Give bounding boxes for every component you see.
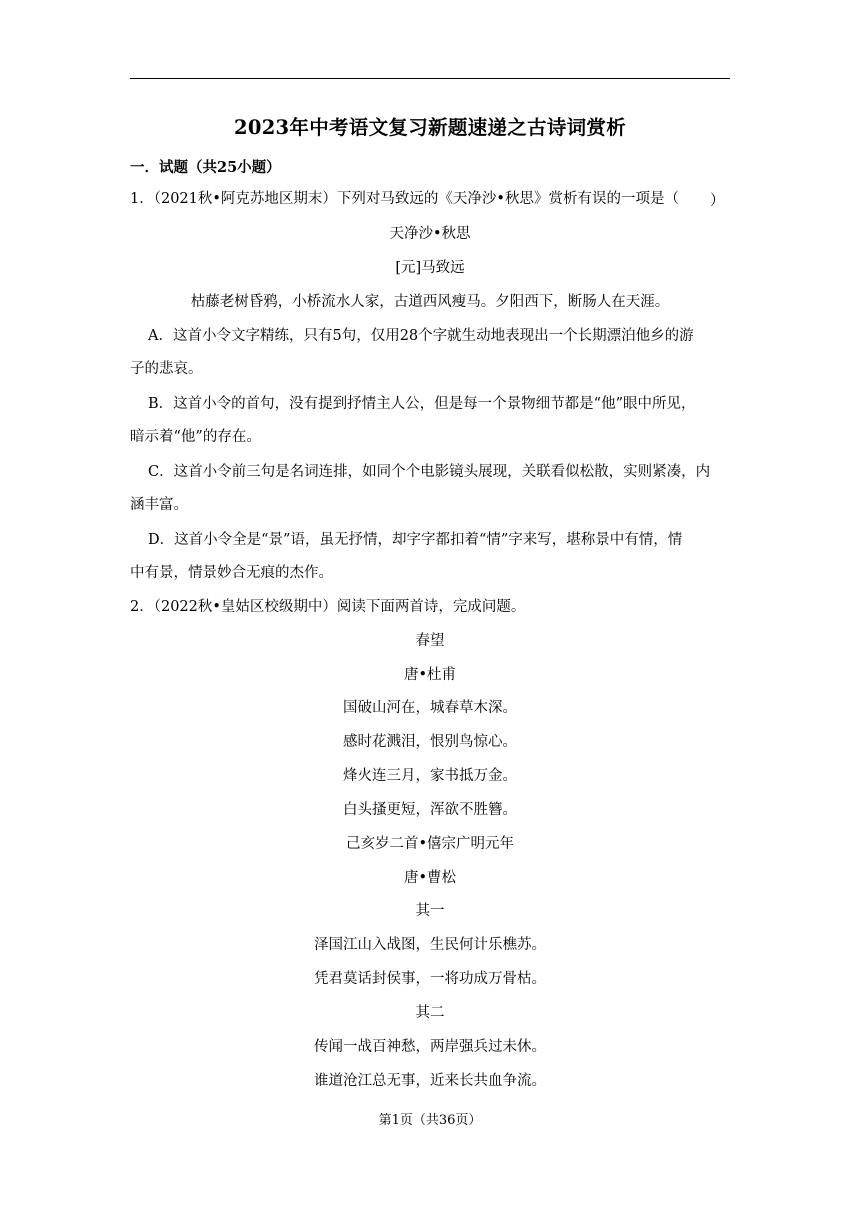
q1-option-b: B．这首小令的首句，没有提到抒情主人公，但是每一个景物细节都是“他”眼中所见， (148, 396, 696, 412)
q2-stem: 2．（2022秋•皇姑区校级期中）阅读下面两首诗，完成问题。 (130, 599, 526, 615)
q2-poem2-line: 凭君莫话封侯事，一将功成万骨枯。 (314, 971, 546, 987)
q2-poem2-part2-heading: 其二 (415, 1005, 445, 1021)
q1-poem-title: 天净沙•秋思 (389, 226, 471, 242)
section-heading: 一．试题（共25小题） (130, 159, 281, 176)
q1-option-c: C．这首小令前三句是名词连排，如同个个电影镜头展现，关联看似松散，实则紧凑，内 (148, 464, 711, 480)
q2-poem2-author: 唐•曹松 (403, 870, 457, 886)
q1-stem: 1．（2021秋•阿克苏地区期末）下列对马致远的《天净沙•秋思》赏析有误的一项是（ (130, 191, 679, 207)
q1-option-b-cont: 暗示着“他”的存在。 (130, 429, 261, 445)
q1-poem-author: [元]马致远 (395, 260, 465, 276)
q2-poem1-line: 国破山河在，城春草木深。 (343, 700, 517, 716)
document-title: 2023年中考语文复习新题速递之古诗词赏析 (233, 116, 627, 139)
q2-poem2-title: 己亥岁二首•僖宗广明元年 (345, 836, 515, 852)
q2-poem1-title: 春望 (415, 633, 445, 649)
q1-option-a-cont: 子的悲哀。 (130, 361, 203, 377)
q1-option-c-cont: 涵丰富。 (130, 497, 188, 513)
page-number-footer: 第1页（共36页） (378, 1113, 482, 1128)
q1-poem-body: 枯藤老树昏鸦，小桥流水人家，古道西风瘦马。夕阳西下，断肠人在天涯。 (190, 294, 670, 310)
q2-poem2-line: 传闻一战百神愁，两岸强兵过未休。 (314, 1039, 546, 1055)
q1-option-d-cont: 中有景，情景妙合无痕的杰作。 (130, 565, 333, 581)
q2-poem1-line: 白头搔更短，浑欲不胜簪。 (343, 802, 517, 818)
q2-poem2-part1-heading: 其一 (415, 903, 445, 919)
q1-option-d: D．这首小令全是“景”语，虽无抒情，却字字都扣着“情”字来写，堪称景中有情，情 (148, 532, 683, 548)
q2-poem1-line: 烽火连三月，家书抵万金。 (343, 768, 517, 784)
header-rule (130, 78, 730, 79)
q1-answer-paren: ） (710, 193, 725, 209)
q2-poem2-line: 泽国江山入战图，生民何计乐樵苏。 (314, 937, 546, 953)
q2-poem1-line: 感时花溅泪，恨别鸟惊心。 (343, 734, 517, 750)
q2-poem2-line: 谁道沧江总无事，近来长共血争流。 (314, 1073, 546, 1089)
q1-option-a: A．这首小令文字精练，只有5句，仅用28个字就生动地表现出一个长期漂泊他乡的游 (148, 328, 694, 344)
q2-poem1-author: 唐•杜甫 (403, 667, 457, 683)
